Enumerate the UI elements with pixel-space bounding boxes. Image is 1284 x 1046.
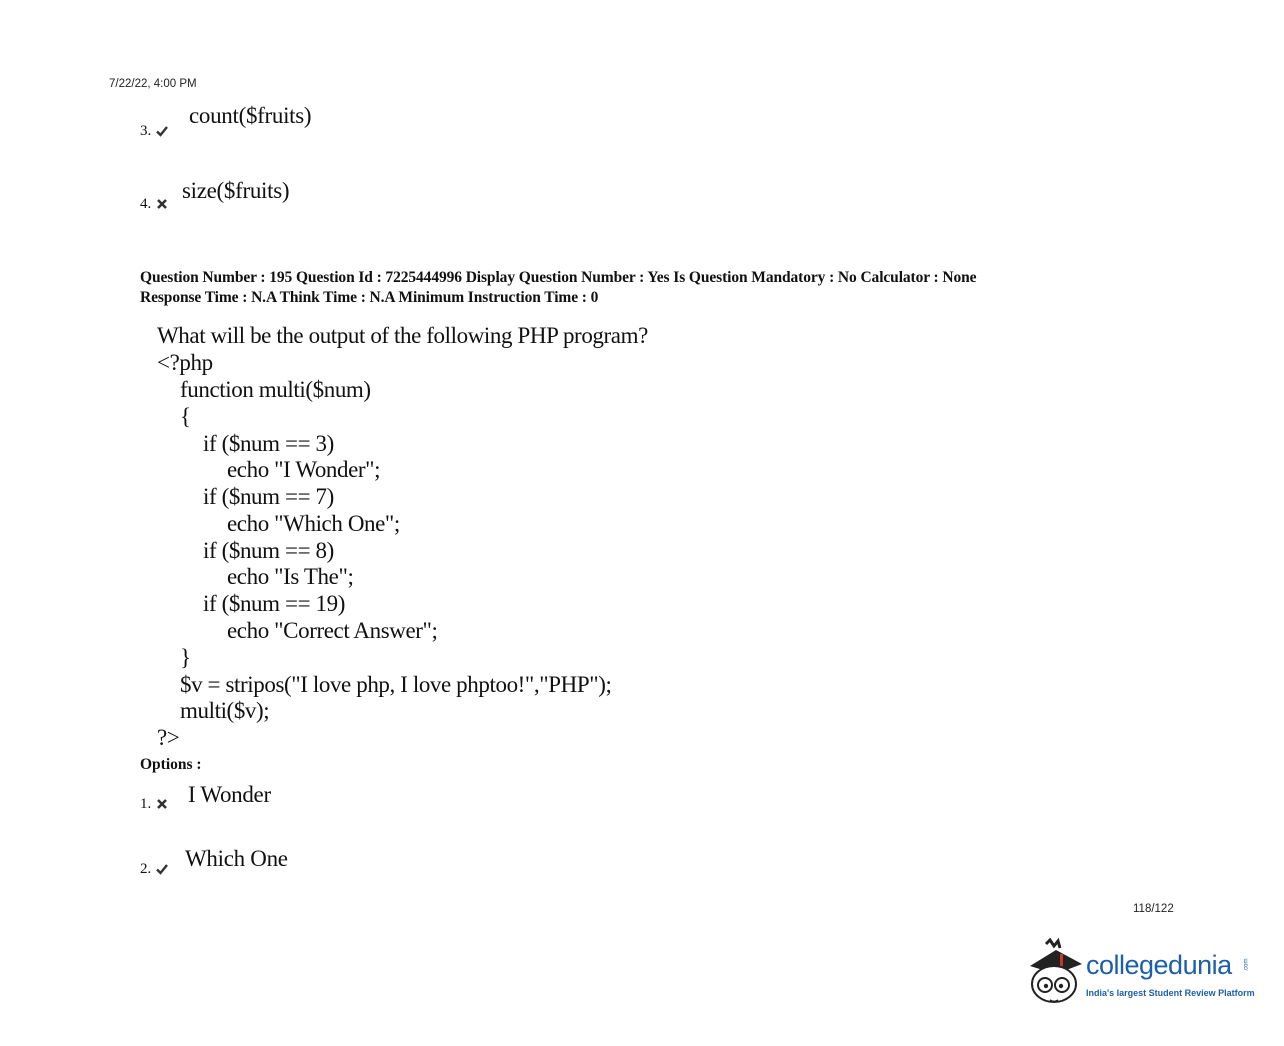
- question-meta-line2: Response Time : N.A Think Time : N.A Minimum Instruction Time : 0: [140, 289, 599, 306]
- option-text: I Wonder: [188, 782, 271, 807]
- code-line: if ($num == 7): [203, 484, 334, 509]
- option-text: Which One: [185, 846, 288, 871]
- code-line: if ($num == 19): [203, 591, 345, 616]
- question-meta-line1: Question Number : 195 Question Id : 7225444996 Display Question Number : Yes Is Question Mandatory : No Calculator : None: [140, 269, 977, 286]
- option-number: 2.: [140, 861, 152, 877]
- code-line: ?>: [157, 725, 180, 750]
- check-icon: [155, 862, 169, 876]
- option-row-3: [140, 122, 169, 140]
- code-line: function multi($num): [180, 377, 371, 402]
- print-timestamp: 7/22/22, 4:00 PM: [109, 78, 197, 90]
- code-line: if ($num == 3): [203, 431, 334, 456]
- logo-com: .com: [1243, 958, 1250, 972]
- logo-tagline: India's largest Student Review Platform: [1086, 988, 1255, 998]
- code-line: echo "Which One";: [227, 511, 400, 536]
- page-number: 118/122: [1133, 903, 1174, 915]
- check-icon: [155, 124, 169, 138]
- option-number: 4.: [140, 196, 152, 212]
- options-label: Options :: [140, 756, 202, 773]
- code-line: echo "Correct Answer";: [227, 618, 438, 643]
- option-text: size($fruits): [182, 178, 290, 203]
- option-number: 1.: [140, 796, 152, 812]
- option-number: 3.: [140, 123, 152, 139]
- question-prompt: What will be the output of the following PHP program?: [157, 323, 648, 348]
- code-line: <?php: [157, 350, 213, 375]
- code-line: multi($v);: [180, 698, 270, 723]
- code-line: if ($num == 8): [203, 538, 334, 563]
- logo-wordmark: collegedunia: [1086, 950, 1232, 980]
- collegedunia-logo: [1024, 938, 1260, 1010]
- option-row-1: [140, 795, 169, 813]
- option-text: count($fruits): [189, 103, 312, 128]
- code-line: echo "I Wonder";: [227, 457, 381, 482]
- code-line: {: [180, 404, 191, 429]
- cross-icon: [155, 197, 169, 211]
- code-line: echo "Is The";: [227, 564, 354, 589]
- code-line: $v = stripos("I love php, I love phptoo!","PHP");: [180, 672, 612, 697]
- code-line: }: [180, 645, 191, 670]
- option-row-2: [140, 860, 169, 878]
- cross-icon: [155, 797, 169, 811]
- option-row-4: [140, 195, 169, 213]
- mascot-icon: [1024, 938, 1084, 1010]
